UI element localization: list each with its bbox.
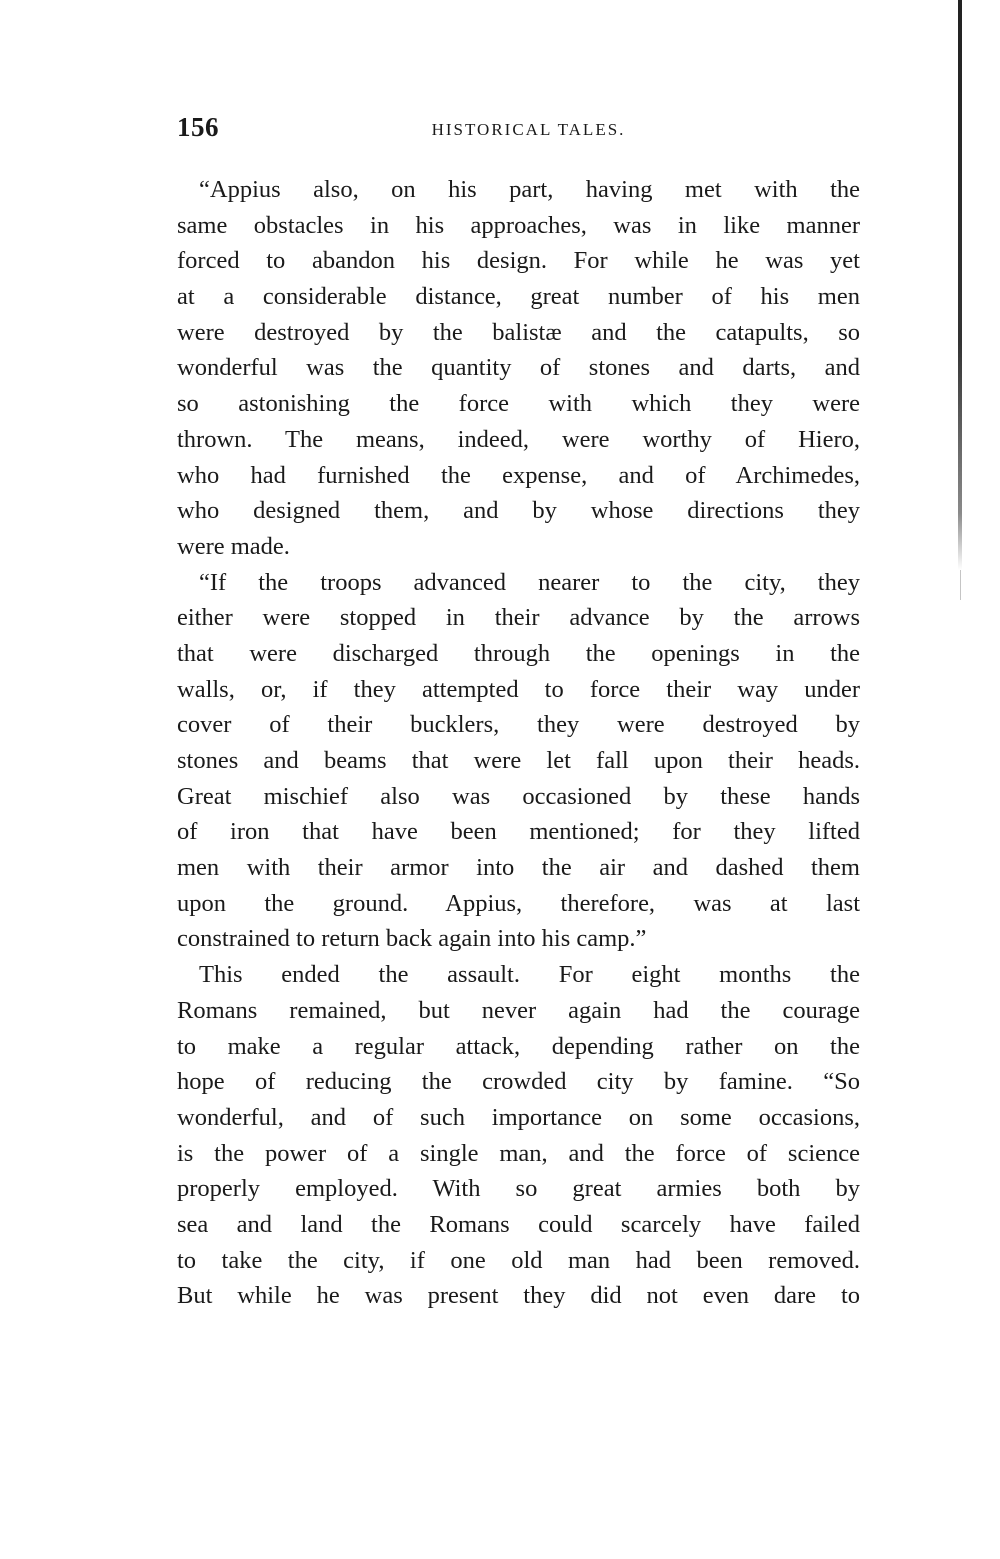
text-line: were made. [177,532,290,560]
text-line: Romans remained, but never again had the courage [177,996,860,1024]
text-line: stones and beams that were let fall upon their heads. [177,747,860,774]
text-line: forced to abandon his design. For while he was yet [177,247,860,275]
text-line: “Appius also, on his part, having met with the [199,176,860,203]
text-line: at a considerable distance, great number of his men [177,283,860,311]
text-line: wonderful, and of such importance on some occasions, [177,1103,860,1131]
text-line: of iron that have been mentioned; for they lifted [177,818,860,846]
text-line: thrown. The means, indeed, were worthy of Hiero, [177,425,860,453]
text-line: same obstacles in his approaches, was in like manner [177,211,860,239]
running-title: HISTORICAL TALES. [431,120,626,139]
text-line: to make a regular attack, depending rather on the [177,1032,860,1060]
page-header [177,112,860,152]
text-line: who designed them, and by whose directions they [177,497,860,525]
text-line: is the power of a single man, and the force of science [177,1139,860,1167]
text-line: that were discharged through the openings in the [177,639,860,667]
text-line: “If the troops advanced nearer to the city, they [199,568,860,596]
text-line: cover of their bucklers, they were destroyed by [177,711,860,739]
text-line: sea and land the Romans could scarcely have failed [177,1210,860,1238]
text-line: upon the ground. Appius, therefore, was at last [177,889,860,917]
text-line: either were stopped in their advance by the arrows [177,604,860,632]
text-line: wonderful was the quantity of stones and darts, and [177,354,860,382]
text-line: so astonishing the force with which they were [177,390,860,418]
text-line: hope of reducing the crowded city by famine. “So [177,1068,860,1096]
page-edge-shadow [958,0,962,570]
text-line: This ended the assault. For eight months the [199,961,860,989]
text-line: who had furnished the expense, and of Archimedes, [177,461,860,489]
body-text [177,172,860,1314]
page-edge-shadow-faint [960,570,961,600]
text-line: But while he was present they did not even dare to [177,1282,860,1310]
text-line: men with their armor into the air and dashed them [177,854,860,882]
text-line: walls, or, if they attempted to force their way under [177,675,860,703]
text-line: to take the city, if one old man had been removed. [177,1246,860,1274]
text-line: properly employed. With so great armies both by [177,1175,860,1203]
page-number: 156 [177,112,219,142]
text-line: were destroyed by the balistæ and the catapults, so [177,318,860,346]
text-line: constrained to return back again into his camp.” [177,925,647,953]
text-line: Great mischief also was occasioned by these hands [177,782,860,810]
